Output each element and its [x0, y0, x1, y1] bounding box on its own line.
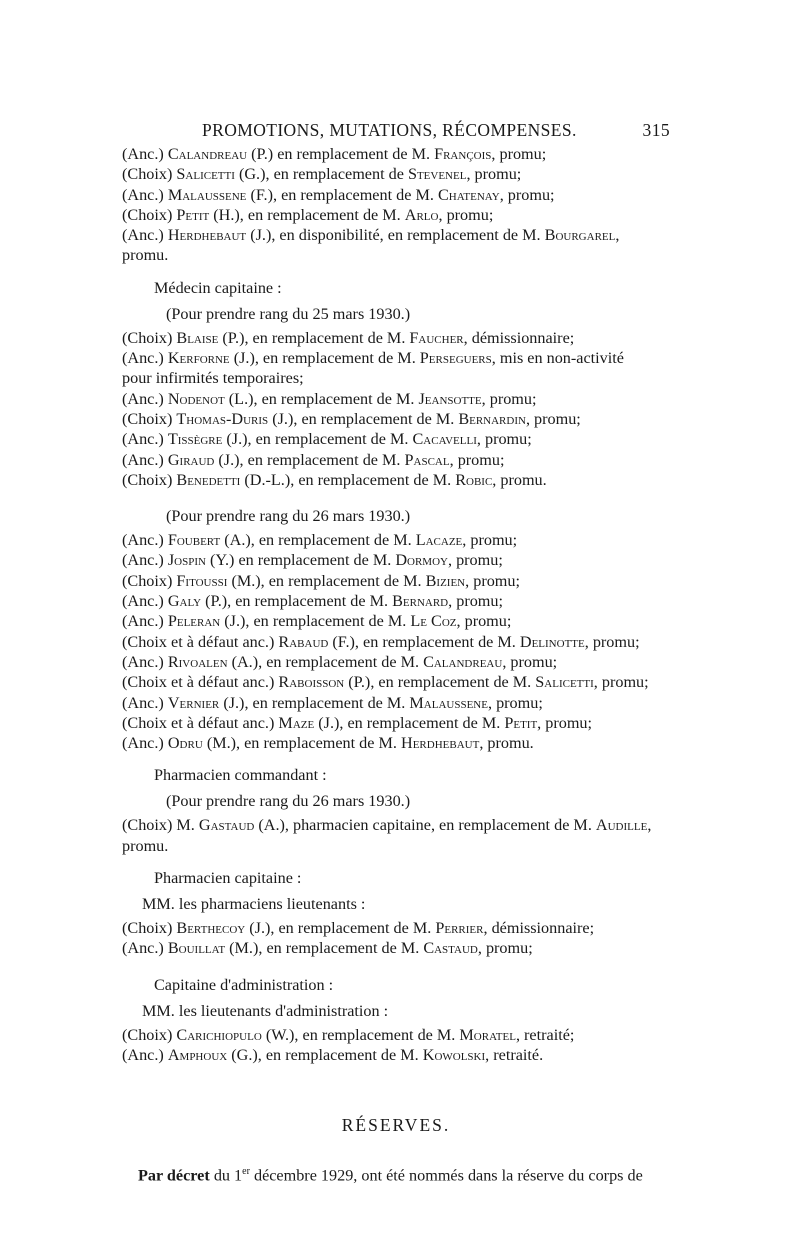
section-heading-pharmacien-commandant: Pharmacien commandant :	[154, 766, 327, 785]
list-item: (Anc.) Rivoalen (A.), en remplacement de M. Calandreau, promu;	[122, 652, 558, 671]
rank-note: (Pour prendre rang du 25 mars 1930.)	[166, 304, 411, 323]
list-item: (Choix) Blaise (P.), en remplacement de M. Faucher, démissionnaire;	[122, 328, 575, 347]
list-item: (Choix) Salicetti (G.), en remplacement de Stevenel, promu;	[122, 165, 522, 184]
list-item-continuation: promu.	[122, 836, 169, 855]
list-item: (Anc.) Calandreau (P.) en remplacement de M. François, promu;	[122, 145, 547, 163]
rank-note: (Pour prendre rang du 26 mars 1930.)	[166, 792, 411, 811]
list-item: (Choix) Benedetti (D.-L.), en remplacement de M. Robic, promu.	[122, 470, 547, 489]
list-item: (Choix) M. Gastaud (A.), pharmacien capitaine, en remplacement de M. Audille,	[122, 816, 652, 835]
running-title: PROMOTIONS, MUTATIONS, RÉCOMPENSES.	[202, 120, 577, 140]
block-promotions-top	[122, 144, 670, 266]
section-heading-medecin-capitaine: Médecin capitaine :	[154, 278, 282, 297]
list-item: (Anc.) Jospin (Y.) en remplacement de M. Dormoy, promu;	[122, 551, 503, 570]
list-item: (Anc.) Bouillat (M.), en remplacement de M. Castaud, promu;	[122, 939, 533, 958]
page-number: 315	[642, 120, 670, 140]
list-item: (Anc.) Vernier (J.), en remplacement de M. Malaussene, promu;	[122, 693, 543, 712]
list-item: (Anc.) Tissègre (J.), en remplacement de M. Cacavelli, promu;	[122, 430, 532, 449]
list-item: (Anc.) Amphoux (G.), en remplacement de M. Kowolski, retraité.	[122, 1045, 544, 1064]
running-head	[122, 112, 670, 144]
list-item: (Anc.) Nodenot (L.), en remplacement de M. Jeansotte, promu;	[122, 389, 537, 408]
list-item: (Choix) Carichiopulo (W.), en remplacement de M. Moratel, retraité;	[122, 1025, 575, 1044]
list-item: (Anc.) Malaussene (F.), en remplacement de M. Chatenay, promu;	[122, 185, 555, 204]
medecin-group-1	[122, 328, 670, 490]
section-intro: MM. les pharmaciens lieutenants :	[142, 895, 366, 914]
section-title-reserves: RÉSERVES.	[341, 1115, 451, 1136]
decree-paragraph: Par décret du 1er décembre 1929, ont été nommés dans la réserve du corps de	[138, 1166, 643, 1185]
section-heading-pharmacien-capitaine: Pharmacien capitaine :	[154, 869, 302, 888]
list-item: (Anc.) Peleran (J.), en remplacement de M. Le Coz, promu;	[122, 612, 512, 631]
list-item: (Anc.) Foubert (A.), en remplacement de M. Lacaze, promu;	[122, 531, 518, 550]
list-item: (Anc.) Galy (P.), en remplacement de M. Bernard, promu;	[122, 592, 503, 611]
list-item: (Choix et à défaut anc.) Raboisson (P.), en remplacement de M. Salicetti, promu;	[122, 673, 649, 692]
list-item: (Choix) Thomas-Duris (J.), en remplacement de M. Bernardin, promu;	[122, 409, 581, 428]
rank-note: (Pour prendre rang du 26 mars 1930.)	[166, 507, 411, 526]
list-item: (Anc.) Odru (M.), en remplacement de M. Herdhebaut, promu.	[122, 734, 534, 753]
list-item: (Anc.) Kerforne (J.), en remplacement de M. Perseguers, mis en non-activité	[122, 349, 624, 368]
section-heading-capitaine-administration: Capitaine d'administration :	[154, 975, 334, 994]
list-item-continuation: promu.	[122, 246, 169, 265]
list-item: (Choix) Berthecoy (J.), en remplacement de M. Perrier, démissionnaire;	[122, 919, 595, 938]
list-item: (Anc.) Herdhebaut (J.), en disponibilité, en remplacement de M. Bourgarel,	[122, 226, 620, 245]
list-item: (Anc.) Giraud (J.), en remplacement de M. Pascal, promu;	[122, 450, 505, 469]
medecin-group-2	[122, 530, 670, 753]
list-item: (Choix et à défaut anc.) Maze (J.), en remplacement de M. Petit, promu;	[122, 713, 593, 732]
page-body	[122, 112, 670, 1186]
list-item: (Choix) Fitoussi (M.), en remplacement de M. Bizien, promu;	[122, 571, 520, 590]
list-item-continuation: pour infirmités temporaires;	[122, 369, 304, 388]
section-intro: MM. les lieutenants d'administration :	[142, 1001, 389, 1020]
list-item: (Choix) Petit (H.), en remplacement de M. Arlo, promu;	[122, 205, 494, 224]
list-item: (Choix et à défaut anc.) Rabaud (F.), en remplacement de M. Delinotte, promu;	[122, 632, 640, 651]
